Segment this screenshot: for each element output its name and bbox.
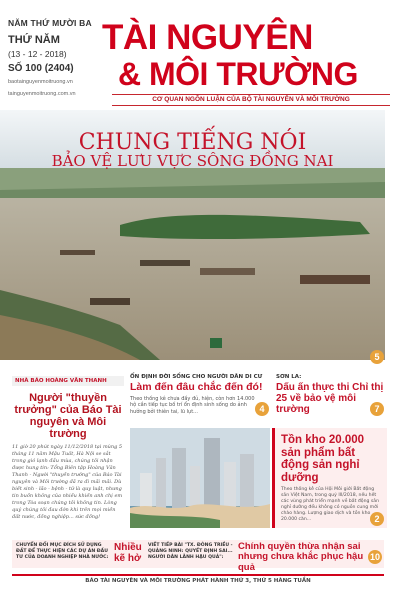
issue-info — [8, 18, 100, 98]
story-resettlement-body: Theo thống kê chưa đầy đủ, hiện, còn hơn 14.000 hộ cần tiếp tục bố trí ổn định sinh sống do ảnh hưởng bởi thiên tai, lũ lụt... — [130, 395, 255, 415]
story-son-la-badge: 7 — [370, 402, 384, 416]
footer-rule — [12, 574, 384, 576]
left-story[interactable] — [12, 376, 124, 521]
issue-date: (13 - 12 - 2018) — [8, 49, 67, 59]
issue-number: SỐ 100 (2404) — [8, 63, 74, 74]
city-photo — [130, 428, 270, 528]
story-land-use[interactable] — [16, 543, 112, 561]
story-son-la-headline: Dấu ấn thực thi Chỉ thị 25 về bảo vệ môi trường — [276, 382, 384, 415]
story-dong-trieu[interactable] — [148, 543, 234, 561]
story-real-estate-headline: Tồn kho 20.000 sản phẩm bất động sản nghỉ dưỡng — [281, 434, 365, 484]
hero-subheadline: BẢO VỆ LƯU VỰC SÔNG ĐỒNG NAI — [51, 152, 334, 170]
city-skyline-illustration — [130, 428, 270, 528]
story-resettlement-kicker: ỔN ĐỊNH ĐỜI SỐNG CHO NGƯỜI DÂN DI CƯ — [130, 374, 263, 380]
story-land-use-kicker: CHUYỂN ĐỔI MỤC ĐÍCH SỬ DỤNG ĐẤT ĐỂ THỰC HIỆN CÁC DỰ ÁN ĐẦU TƯ CỦA DOANH NGHIỆP NHÀ NƯỚC: — [16, 543, 109, 560]
masthead-title-line1: TÀI NGUYÊN — [102, 18, 313, 57]
story-real-estate-badge: 2 — [370, 512, 384, 526]
hero-page-badge: 5 — [370, 350, 384, 364]
website-url-1: baotainguyenmoitruong.vn — [8, 79, 73, 85]
masthead-tagline: CƠ QUAN NGÔN LUẬN CỦA BỘ TÀI NGUYÊN VÀ MÔI TRƯỜNG — [112, 94, 390, 106]
footer-publication-info: BÁO TÀI NGUYÊN VÀ MÔI TRƯỜNG PHÁT HÀNH THỨ 3, THỨ 5 HÀNG TUẦN — [85, 578, 311, 584]
story-resettlement[interactable] — [130, 374, 270, 415]
story-real-estate-body: Theo thống kê của Hội Môi giới Bất động sản Việt Nam, trong quý III/2018, nếu hết các vùng phát triển mạnh về bất động sản nghỉ dưỡng đều không có nguồn cung mới chào hàng. Lượng giao dịch và tồn kho 20.000 căn... — [281, 486, 380, 522]
story-son-la[interactable] — [276, 374, 384, 415]
story-son-la-kicker: SƠN LA: — [276, 374, 302, 380]
hero-headline: CHUNG TIẾNG NÓI — [78, 130, 307, 155]
story-resettlement-badge: 4 — [255, 402, 269, 416]
story-real-estate[interactable] — [272, 428, 387, 528]
story-land-use-headline: Nhiều kẽ hở — [114, 542, 142, 564]
issue-year: NĂM THỨ MƯỜI BA — [8, 18, 92, 28]
story-dong-trieu-headline: Chính quyền thừa nhận sai nhưng chưa khắc phục hậu quả — [238, 541, 364, 573]
website-url-2: tainguyenmoitruong.com.vn — [8, 91, 76, 97]
story-dong-trieu-kicker: VIẾT TIẾP BÀI "TX. ĐÔNG TRIỀU - QUẢNG NINH: QUYẾT ĐỊNH SAI... NGƯỜI DÂN LÃNH HẬU QUẢ": — [148, 543, 233, 560]
left-story-body: 11 giờ 20 phút ngày 11/12/2018 tại mùng 5 tháng 11 năm Mậu Tuất, Hà Nội se sắt trong gió lạnh đầu mùa, chúng tôi nhận được hung tin: Tổng Biên tập Hoàng Văn Thanh - Người "thuyền trưởng" của Báo Tài nguyên và Môi trường đã ra đi mãi mãi. Dù biết sinh - lão - bệnh - tử là quy luật, nhưng tin buồn không của nhiều khiến anh chị em trong Tòa soạn chúng tôi không tin. Lòng quý chúng tôi đau đớn khi trên mọi miền đất nước, đồng nghiệp... sức đồng! — [12, 444, 123, 521]
left-story-headline: Người "thuyền trưởng" của Báo Tài nguyên và Môi trường — [14, 392, 122, 441]
story-dong-trieu-badge: 10 — [369, 552, 380, 562]
left-story-kicker: NHÀ BÁO HOÀNG VĂN THANH — [12, 376, 124, 386]
masthead-title-line2: & MÔI TRƯỜNG — [118, 56, 358, 92]
weekday: THỨ NĂM — [8, 34, 60, 46]
story-resettlement-headline: Làm đến đâu chắc đến đó! — [130, 381, 263, 393]
